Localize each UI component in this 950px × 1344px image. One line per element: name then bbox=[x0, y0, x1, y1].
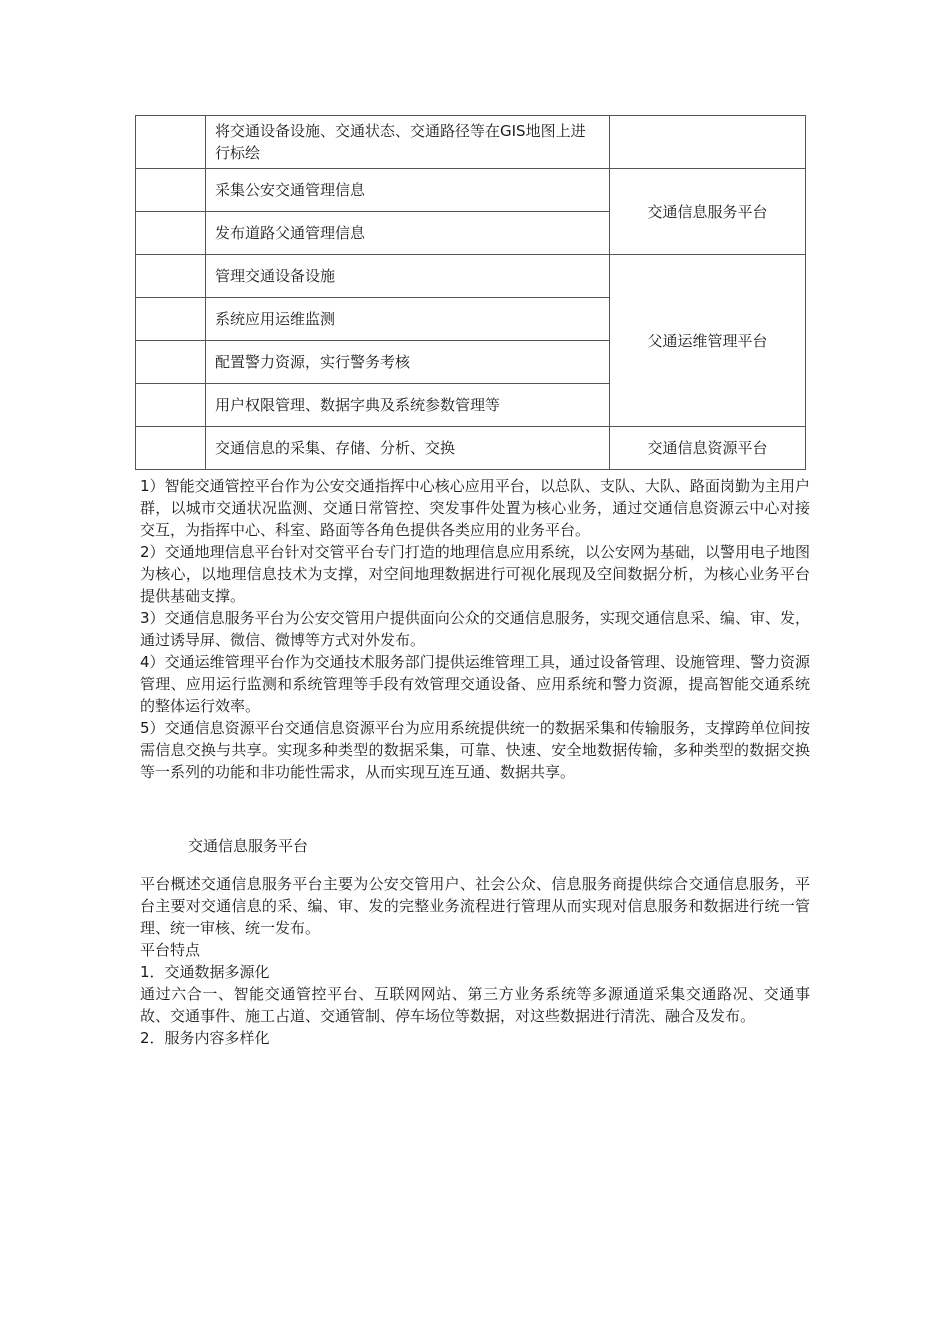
feature-2-heading: 2．服务内容多样化 bbox=[140, 1029, 270, 1047]
platform-cell: 交通信息服务平台 bbox=[610, 169, 806, 255]
platform-descriptions bbox=[140, 475, 810, 783]
table-row bbox=[136, 169, 806, 212]
description-paragraph: 3）交通信息服务平台为公安交管用户提供面向公众的交通信息服务，实现交通信息采、编、审、发，通过诱导屏、微信、微博等方式对外发布。 bbox=[140, 609, 810, 649]
function-cell: 配置警力资源，实行警务考核 bbox=[206, 341, 610, 384]
description-paragraph: 4）交通运维管理平台作为交通技术服务部门提供运维管理工具，通过设备管理、设施管理、警力资源管理、应用运行监测和系统管理等手段有效管理交通设备、应用系统和警力资源，提高智能交通系统的整体运行效率。 bbox=[140, 653, 810, 715]
function-cell: 管理交通设备设施 bbox=[206, 255, 610, 298]
platform-function-table bbox=[135, 115, 806, 470]
function-cell: 发布道路父通管理信息 bbox=[206, 212, 610, 255]
table-cell-empty bbox=[136, 255, 206, 298]
table-cell-empty bbox=[136, 169, 206, 212]
table-cell-empty bbox=[136, 341, 206, 384]
section-body bbox=[140, 873, 810, 1049]
overview-paragraph: 平台概述交通信息服务平台主要为公安交管用户、社会公众、信息服务商提供综合交通信息服务，平台主要对交通信息的采、编、审、发的完整业务流程进行管理从而实现对信息服务和数据进行统一管理、统一审核、统一发布。 bbox=[140, 875, 810, 937]
function-cell: 用户权限管理、数据字典及系统参数管理等 bbox=[206, 384, 610, 427]
description-paragraph: 2）交通地理信息平台针对交管平台专门打造的地理信息应用系统，以公安网为基础，以警用电子地图为核心，以地理信息技术为支撑，对空间地理数据进行可视化展现及空间数据分析，为核心业务平台提供基础支撑。 bbox=[140, 543, 810, 605]
table-cell-empty bbox=[136, 384, 206, 427]
table-cell-empty bbox=[136, 212, 206, 255]
table-cell-empty bbox=[136, 116, 206, 169]
section-heading: 交通信息服务平台 bbox=[188, 837, 309, 855]
table-cell-empty bbox=[136, 427, 206, 470]
platform-cell: 父通运维管理平台 bbox=[610, 255, 806, 427]
description-paragraph: 1）智能交通管控平台作为公安交通指挥中心核心应用平台，以总队、支队、大队、路面岗勤为主用户群，以城市交通状况监测、交通日常管控、突发事件处置为核心业务，通过交通信息资源云中心对接交互，为指挥中心、科室、路面等各角色提供各类应用的业务平台。 bbox=[140, 477, 810, 539]
description-paragraph: 5）交通信息资源平台交通信息资源平台为应用系统提供统一的数据采集和传输服务，支撑跨单位间按需信息交换与共享。实现多种类型的数据采集，可靠、快速、安全地数据传输，多种类型的数据交换等一系列的功能和非功能性需求，从而实现互连互通、数据共享。 bbox=[140, 719, 810, 781]
function-cell: 采集公安交通管理信息 bbox=[206, 169, 610, 212]
features-heading: 平台特点 bbox=[140, 941, 201, 959]
function-cell: 系统应用运维监测 bbox=[206, 298, 610, 341]
function-cell: 交通信息的采集、存储、分析、交换 bbox=[206, 427, 610, 470]
table-row bbox=[136, 427, 806, 470]
feature-1-paragraph: 通过六合一、智能交通管控平台、互联网网站、第三方业务系统等多源通道采集交通路况、交通事故、交通事件、施工占道、交通管制、停车场位等数据，对这些数据进行清洗、融合及发布。 bbox=[140, 985, 810, 1025]
table-row bbox=[136, 116, 806, 169]
platform-cell: 交通信息资源平台 bbox=[610, 427, 806, 470]
platform-cell bbox=[610, 116, 806, 169]
table-row bbox=[136, 255, 806, 298]
table-cell-empty bbox=[136, 298, 206, 341]
feature-1-heading: 1．交通数据多源化 bbox=[140, 963, 270, 981]
function-cell: 将交通设备设施、交通状态、交通路径等在GIS地图上进行标绘 bbox=[206, 116, 610, 169]
